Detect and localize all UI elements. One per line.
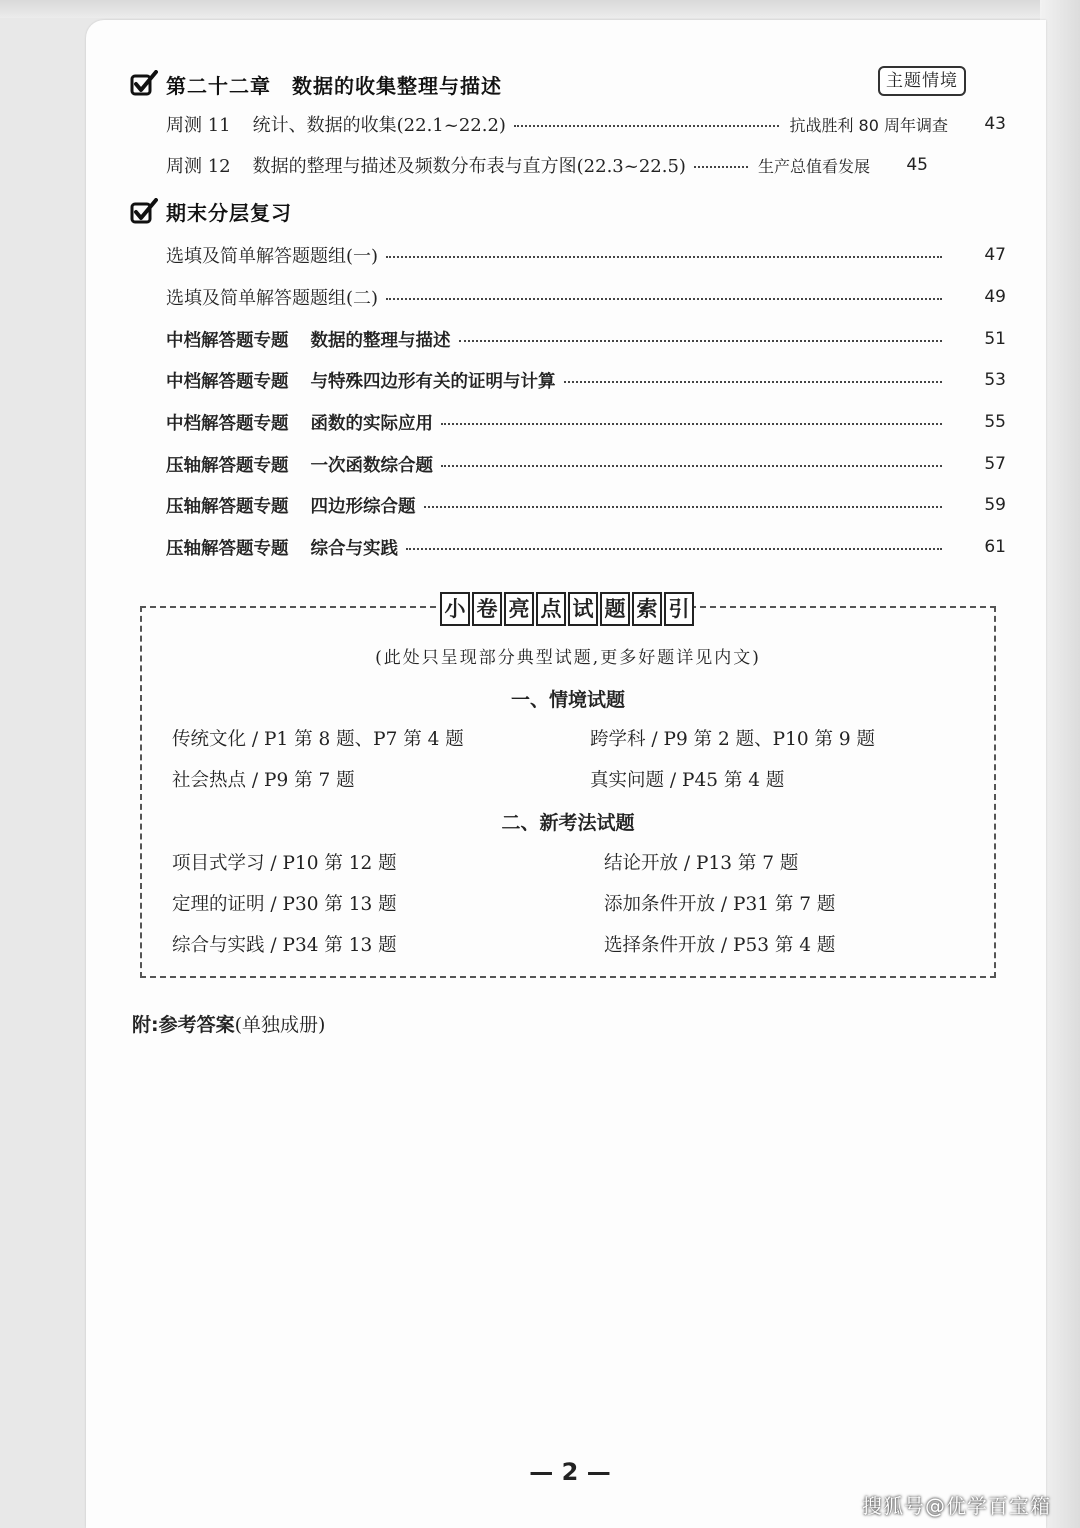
title-char: 索 bbox=[632, 592, 662, 626]
page-number: 61 bbox=[984, 537, 1006, 557]
appendix-note: (单独成册) bbox=[234, 1014, 326, 1036]
leader-dots bbox=[386, 298, 942, 300]
toc-row[interactable] bbox=[166, 325, 1006, 353]
page-number: 57 bbox=[984, 454, 1006, 474]
item-title: 函数的实际应用 bbox=[310, 413, 433, 434]
index-item: 社会热点 / P9 第 7 题 bbox=[172, 770, 355, 791]
page-number: 59 bbox=[984, 495, 1006, 515]
title-char: 题 bbox=[600, 592, 630, 626]
item-category: 压轴解答题专题 bbox=[166, 455, 289, 476]
title-char: 亮 bbox=[504, 592, 534, 626]
item-category: 压轴解答题专题 bbox=[166, 496, 289, 517]
leader-dots bbox=[441, 423, 942, 425]
item-title: 四边形综合题 bbox=[310, 496, 416, 517]
toc-row[interactable] bbox=[166, 366, 1006, 394]
page-number: 45 bbox=[906, 155, 928, 175]
theme-tag: 抗战胜利 80 周年调查 bbox=[789, 115, 948, 135]
index-item: 定理的证明 / P30 第 13 题 bbox=[172, 894, 397, 915]
page-number: 43 bbox=[984, 114, 1006, 134]
checkbox-checked-icon bbox=[130, 198, 158, 224]
scan-edge-top bbox=[0, 0, 1080, 18]
toc-row[interactable] bbox=[166, 151, 1006, 179]
test-title: 统计、数据的收集(22.1~22.2) bbox=[252, 115, 506, 136]
chapter-title: 第二十二章 数据的收集整理与描述 bbox=[166, 74, 502, 98]
item-category: 中档解答题专题 bbox=[166, 413, 289, 434]
page-number: 53 bbox=[984, 370, 1006, 390]
index-item: 选择条件开放 / P53 第 4 题 bbox=[604, 935, 836, 956]
review-title: 期末分层复习 bbox=[166, 201, 292, 225]
section-title-new-format: 二、新考法试题 bbox=[501, 812, 635, 834]
title-char: 点 bbox=[536, 592, 566, 626]
leader-dots bbox=[694, 166, 748, 168]
title-char: 引 bbox=[664, 592, 694, 626]
test-title: 数据的整理与描述及频数分布表与直方图(22.3~22.5) bbox=[252, 156, 686, 177]
leader-dots bbox=[406, 548, 942, 550]
leader-dots bbox=[424, 506, 943, 508]
toc-row[interactable] bbox=[166, 110, 1006, 138]
leader-dots bbox=[514, 125, 780, 127]
index-item: 添加条件开放 / P31 第 7 题 bbox=[604, 894, 836, 915]
leader-dots bbox=[459, 340, 943, 342]
index-item: 项目式学习 / P10 第 12 题 bbox=[172, 853, 397, 874]
page-number: 55 bbox=[984, 412, 1006, 432]
toc-row[interactable] bbox=[166, 450, 1006, 478]
title-char: 小 bbox=[440, 592, 470, 626]
page-footer-number: — 2 — bbox=[529, 1458, 611, 1486]
leader-dots bbox=[441, 465, 942, 467]
title-char: 卷 bbox=[472, 592, 502, 626]
section-title-scenario: 一、情境试题 bbox=[510, 689, 625, 711]
toc-row[interactable] bbox=[166, 533, 1006, 561]
theme-tag: 生产总值看发展 bbox=[757, 156, 870, 176]
item-title: 综合与实践 bbox=[310, 538, 398, 559]
index-item: 传统文化 / P1 第 8 题、P7 第 4 题 bbox=[172, 729, 464, 750]
page-number: 47 bbox=[984, 245, 1006, 265]
test-number: 周测 12 bbox=[166, 156, 231, 177]
item-title: 选填及简单解答题题组(一) bbox=[166, 246, 379, 267]
index-item: 结论开放 / P13 第 7 题 bbox=[604, 853, 799, 874]
item-category: 压轴解答题专题 bbox=[166, 538, 289, 559]
toc-row[interactable] bbox=[166, 241, 1006, 269]
item-title: 选填及简单解答题题组(二) bbox=[166, 288, 379, 309]
index-item: 跨学科 / P9 第 2 题、P10 第 9 题 bbox=[590, 729, 876, 750]
page-number: 49 bbox=[984, 287, 1006, 307]
test-number: 周测 11 bbox=[166, 115, 231, 136]
highlight-index-title bbox=[440, 592, 694, 626]
index-note: (此处只呈现部分典型试题,更多好题详见内文) bbox=[375, 648, 761, 668]
appendix-line bbox=[132, 1010, 325, 1037]
item-title: 一次函数综合题 bbox=[310, 455, 433, 476]
theme-label: 主题情境 bbox=[878, 66, 966, 96]
watermark: 搜狐号@优学百宝箱 bbox=[862, 1494, 1051, 1518]
leader-dots bbox=[564, 381, 943, 383]
item-category: 中档解答题专题 bbox=[166, 371, 289, 392]
item-title: 数据的整理与描述 bbox=[310, 330, 451, 351]
item-category: 中档解答题专题 bbox=[166, 330, 289, 351]
toc-row[interactable] bbox=[166, 491, 1006, 519]
item-title: 与特殊四边形有关的证明与计算 bbox=[310, 371, 556, 392]
scan-edge-right bbox=[1040, 0, 1080, 1528]
page-number: 51 bbox=[984, 329, 1006, 349]
title-char: 试 bbox=[568, 592, 598, 626]
leader-dots bbox=[386, 256, 942, 258]
toc-row[interactable] bbox=[166, 283, 1006, 311]
index-item: 真实问题 / P45 第 4 题 bbox=[590, 770, 785, 791]
appendix-label: 附:参考答案 bbox=[132, 1014, 235, 1036]
index-item: 综合与实践 / P34 第 13 题 bbox=[172, 935, 397, 956]
checkbox-checked-icon bbox=[130, 70, 158, 96]
toc-row[interactable] bbox=[166, 408, 1006, 436]
